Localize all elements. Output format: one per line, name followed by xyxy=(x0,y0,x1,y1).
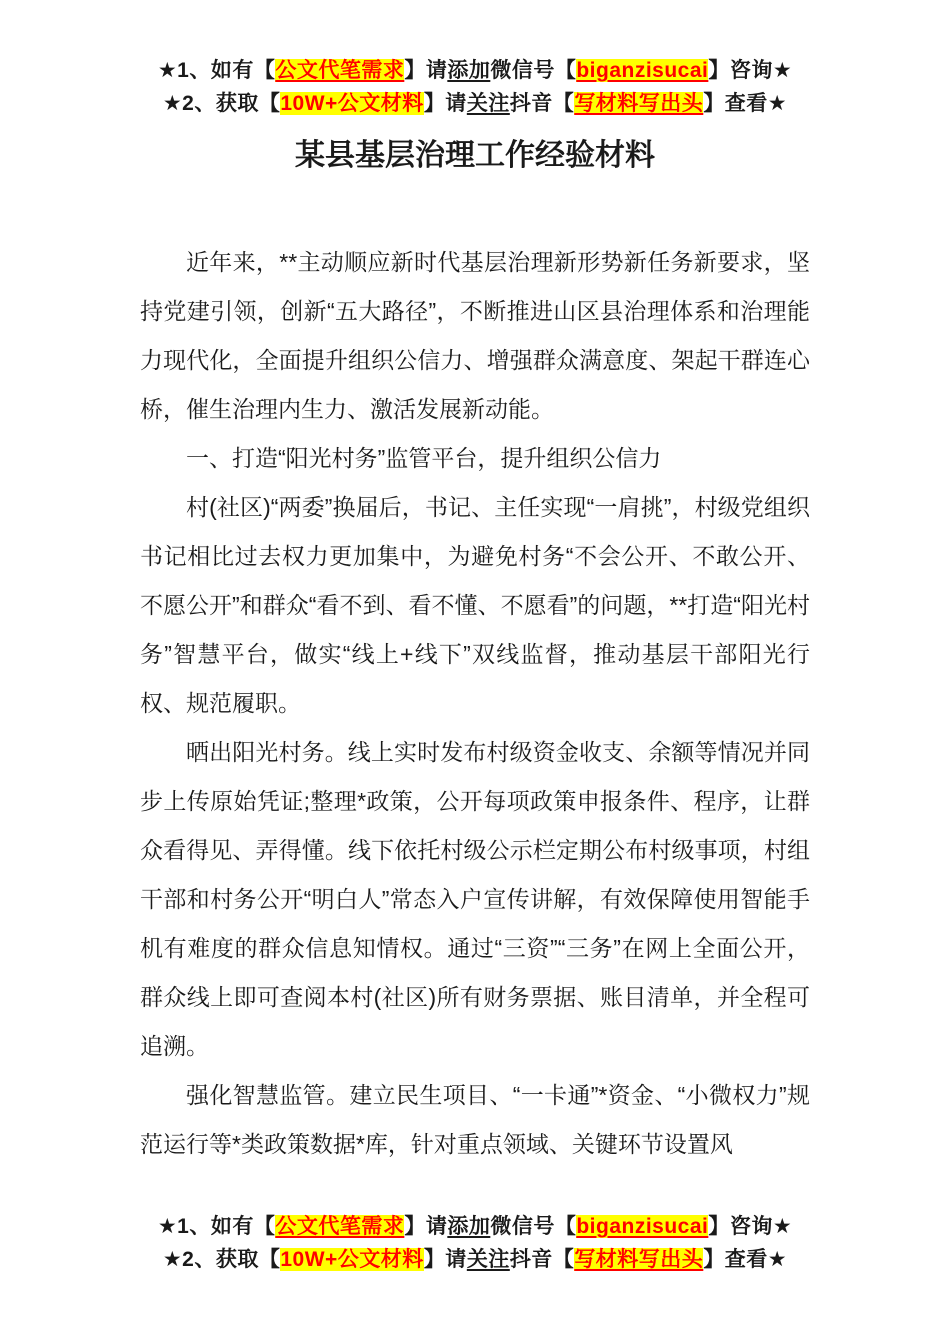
promo-header xyxy=(0,0,950,120)
promo-segment: 添加 xyxy=(447,1215,491,1238)
promo-segment: 】请 xyxy=(423,1248,467,1271)
promo-segment: 】请 xyxy=(404,1215,448,1238)
promo-footer-line-2 xyxy=(0,1243,950,1276)
promo-header-line-2 xyxy=(0,87,950,120)
promo-segment: ★1、如有【 xyxy=(157,59,276,82)
promo-segment: 】请 xyxy=(423,92,467,115)
promo-segment: 抖音【 xyxy=(509,1248,575,1271)
promo-segment: 】咨询★ xyxy=(708,59,793,82)
body-paragraph: 村(社区)“两委”换届后，书记、主任实现“一肩挑”，村级党组织书记相比过去权力更加集中，为避免村务“不会公开、不敢公开、不愿公开”和群众“看不到、看不懂、不愿看”的问题，**打造“阳光村务”智慧平台，做实“线上+线下”双线监督，推动基层干部阳光行权、规范履职。 xyxy=(140,494,810,716)
promo-segment: 关注 xyxy=(466,1248,510,1271)
promo-footer xyxy=(0,1210,950,1276)
body-paragraph: 强化智慧监管。建立民生项目、“一卡通”*资金、“小微权力”规范运行等*类政策数据*库，针对重点领域、关键环节设置风 xyxy=(140,1082,810,1157)
promo-segment: 写材料写出头 xyxy=(574,92,704,115)
promo-segment: 10W+公文材料 xyxy=(280,1248,424,1271)
promo-segment: 】查看★ xyxy=(703,1248,788,1271)
document-body xyxy=(140,238,810,1169)
promo-segment: 微信号【 xyxy=(490,1215,577,1238)
promo-segment: 微信号【 xyxy=(490,59,577,82)
promo-footer-line-1 xyxy=(0,1210,950,1243)
document-title: 某县基层治理工作经验材料 xyxy=(295,139,655,172)
promo-segment: 】查看★ xyxy=(703,92,788,115)
promo-segment: 公文代笔需求 xyxy=(275,1215,405,1238)
body-paragraph: 晒出阳光村务。线上实时发布村级资金收支、余额等情况并同步上传原始凭证;整理*政策，公开每项政策申报条件、程序，让群众看得见、弄得懂。线下依托村级公示栏定期公布村级事项，村组干部和村务公开“明白人”常态入户宣传讲解，有效保障使用智能手机有难度的群众信息知情权。通过“三资”“三务”在网上全面公开，群众线上即可查阅本村(社区)所有财务票据、账目清单，并全程可追溯。 xyxy=(140,739,810,1059)
promo-segment: 写材料写出头 xyxy=(574,1248,704,1271)
promo-segment: biganzisucai xyxy=(576,1215,709,1238)
promo-segment: 关注 xyxy=(466,92,510,115)
promo-segment: 抖音【 xyxy=(509,92,575,115)
promo-segment: 】请 xyxy=(404,59,448,82)
promo-segment: ★2、获取【 xyxy=(162,1248,281,1271)
promo-segment: 添加 xyxy=(447,59,491,82)
promo-segment: 公文代笔需求 xyxy=(275,59,405,82)
promo-segment: 10W+公文材料 xyxy=(280,92,424,115)
promo-segment: 】咨询★ xyxy=(708,1215,793,1238)
section-heading: 一、打造“阳光村务”监管平台，提升组织公信力 xyxy=(186,445,662,471)
promo-header-line-1 xyxy=(0,54,950,87)
body-paragraph: 近年来，**主动顺应新时代基层治理新形势新任务新要求，坚持党建引领，创新“五大路径”，不断推进山区县治理体系和治理能力现代化，全面提升组织公信力、增强群众满意度、架起干群连心桥，催生治理内生力、激活发展新动能。 xyxy=(140,249,810,422)
promo-segment: biganzisucai xyxy=(576,59,709,82)
promo-segment: ★2、获取【 xyxy=(162,92,281,115)
promo-segment: ★1、如有【 xyxy=(157,1215,276,1238)
